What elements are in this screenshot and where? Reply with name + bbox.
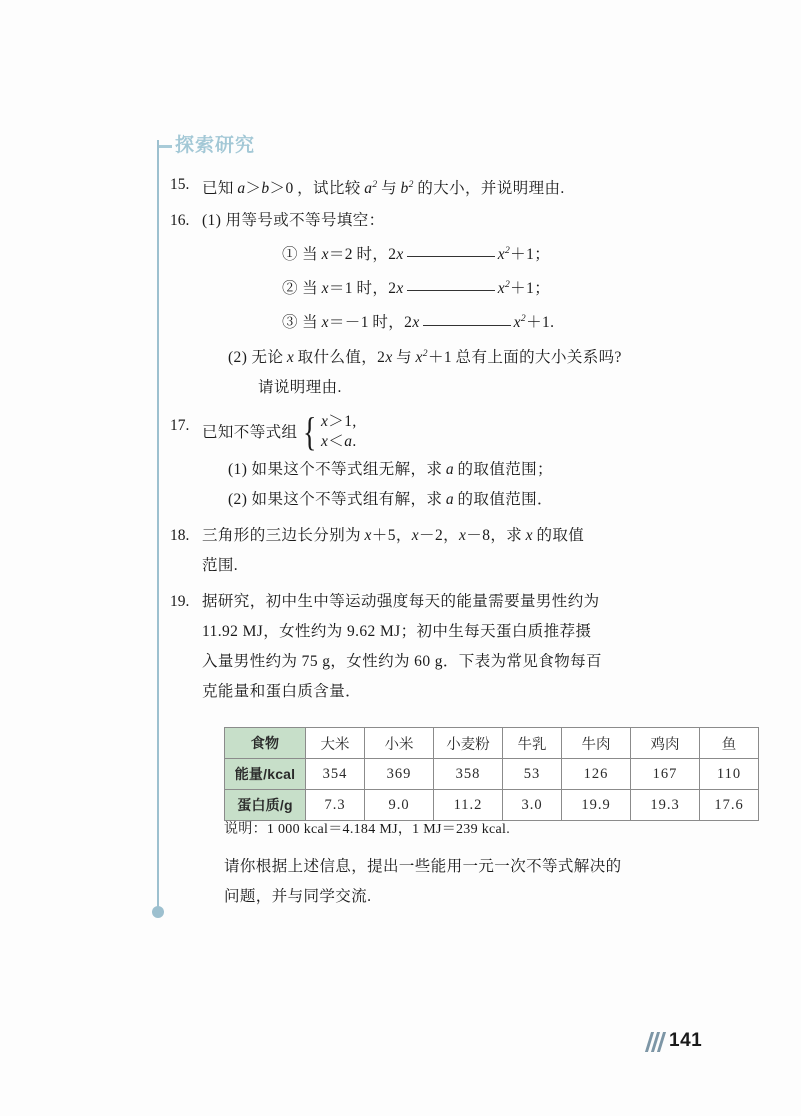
left-rule-end-dot: [152, 906, 164, 918]
question-19-line4: 克能量和蛋白质含量．: [202, 682, 362, 700]
question-15-text: 已知 a＞b＞0 ，试比较 $a^2$ 与 $b^2$ 的大小，并说明理由.: [202, 179, 565, 198]
closing-paragraph: [224, 852, 684, 912]
question-16-part1-lead: (1) 用等号或不等号填空：: [202, 212, 385, 230]
question-15-number: 15.: [170, 176, 190, 193]
section-title: 探索研究: [175, 135, 256, 156]
question-16-subitem-3: ③ 当 x＝－1 时，2x $x^2+1$.: [282, 313, 555, 332]
question-18: [170, 521, 690, 581]
section-header: [159, 136, 255, 155]
table-row-header: [225, 728, 759, 759]
table-cell-energy-3: 53: [503, 759, 562, 790]
question-17-lead-row: [202, 411, 690, 455]
question-17-number: 17.: [170, 416, 190, 434]
table-cell-protein-0: 7.3: [306, 790, 365, 821]
table-row-header-label: 食物: [225, 728, 306, 759]
question-18-line2: 范围.: [202, 556, 239, 574]
closing-line-1: 请你根据上述信息，提出一些能用一元一次不等式解决的: [224, 858, 622, 875]
section-dash-icon: [159, 145, 172, 148]
table-cell-energy-5: 167: [631, 759, 700, 790]
question-17-subitem-1: (1) 如果这个不等式组无解，求 a 的取值范围；: [228, 460, 553, 478]
table-cell-energy-1: 369: [365, 759, 434, 790]
question-15: [170, 170, 690, 204]
fill-blank-1[interactable]: [407, 243, 495, 257]
table-row-label-energy: 能量/kcal: [225, 759, 306, 790]
table-col-header-4: 牛肉: [562, 728, 631, 759]
table-col-header-3: 牛乳: [503, 728, 562, 759]
question-17-body: [202, 411, 690, 515]
stripes-decoration-icon: [648, 1030, 663, 1052]
question-19: [170, 587, 690, 707]
question-16-subitem-1: ① 当 x＝2 时，2x $x^2+1$；: [282, 245, 551, 264]
table-note: 说明：1 000 kcal＝4.184 MJ，1 MJ＝239 kcal.: [224, 822, 511, 837]
table-cell-protein-2: 11.2: [434, 790, 503, 821]
question-18-body: [202, 521, 690, 581]
inequality-row-2: x＜a.: [321, 433, 357, 451]
table-row-label-protein: 蛋白质/g: [225, 790, 306, 821]
table-cell-energy-4: 126: [562, 759, 631, 790]
page-number: 141: [669, 1030, 703, 1051]
table-col-header-2: 小麦粉: [434, 728, 503, 759]
table-row-protein: [225, 790, 759, 821]
question-16: [170, 206, 690, 403]
table-row-energy: [225, 759, 759, 790]
question-16-number: 16.: [170, 212, 190, 230]
table-cell-energy-6: 110: [700, 759, 759, 790]
question-16-subitem-2: ② 当 x＝1 时，2x $x^2+1$；: [282, 279, 551, 298]
brace-icon: {: [303, 409, 318, 455]
table-cell-protein-3: 3.0: [503, 790, 562, 821]
table-cell-energy-2: 358: [434, 759, 503, 790]
question-16-body: [202, 206, 690, 403]
question-18-line1: 三角形的三边长分别为 x＋5，x－2，x－8，求 x 的取值: [202, 526, 585, 544]
inequality-system: [300, 409, 357, 455]
question-17-lead: 已知不等式组: [202, 423, 298, 441]
exercise-list: [170, 170, 690, 709]
table-col-header-6: 鱼: [700, 728, 759, 759]
table-cell-energy-0: 354: [306, 759, 365, 790]
question-19-body: [202, 587, 690, 707]
food-nutrition-table: [224, 727, 759, 821]
page-footer: [648, 1030, 702, 1052]
fill-blank-3[interactable]: [423, 312, 511, 326]
question-19-line2: 11.92 MJ，女性约为 9.62 MJ；初中生每天蛋白质推荐摄: [202, 622, 592, 640]
fill-blank-2[interactable]: [407, 277, 495, 291]
inequality-row-1: x＞1,: [321, 413, 357, 431]
question-19-number: 19.: [170, 592, 190, 610]
closing-line-2: 问题，并与同学交流.: [224, 888, 372, 905]
left-vertical-rule: [157, 140, 159, 915]
table-cell-protein-6: 17.6: [700, 790, 759, 821]
table-cell-protein-4: 19.9: [562, 790, 631, 821]
food-nutrition-table-wrapper: [224, 727, 759, 821]
question-19-line3: 入量男性约为 75 g，女性约为 60 g．下表为常见食物每百: [202, 652, 602, 670]
question-18-number: 18.: [170, 526, 190, 544]
question-16-part2-line1: (2) 无论 x 取什么值，2x 与 $x^2+1$ 总有上面的大小关系吗?: [228, 347, 622, 366]
question-17: [170, 411, 690, 515]
table-col-header-0: 大米: [306, 728, 365, 759]
table-col-header-5: 鸡肉: [631, 728, 700, 759]
table-cell-protein-1: 9.0: [365, 790, 434, 821]
question-19-line1: 据研究，初中生中等运动强度每天的能量需要量男性约为: [202, 592, 600, 610]
question-16-part2-line2: 请说明理由.: [258, 378, 342, 396]
table-col-header-1: 小米: [365, 728, 434, 759]
question-17-subitem-2: (2) 如果这个不等式组有解，求 a 的取值范围．: [228, 490, 553, 508]
table-cell-protein-5: 19.3: [631, 790, 700, 821]
